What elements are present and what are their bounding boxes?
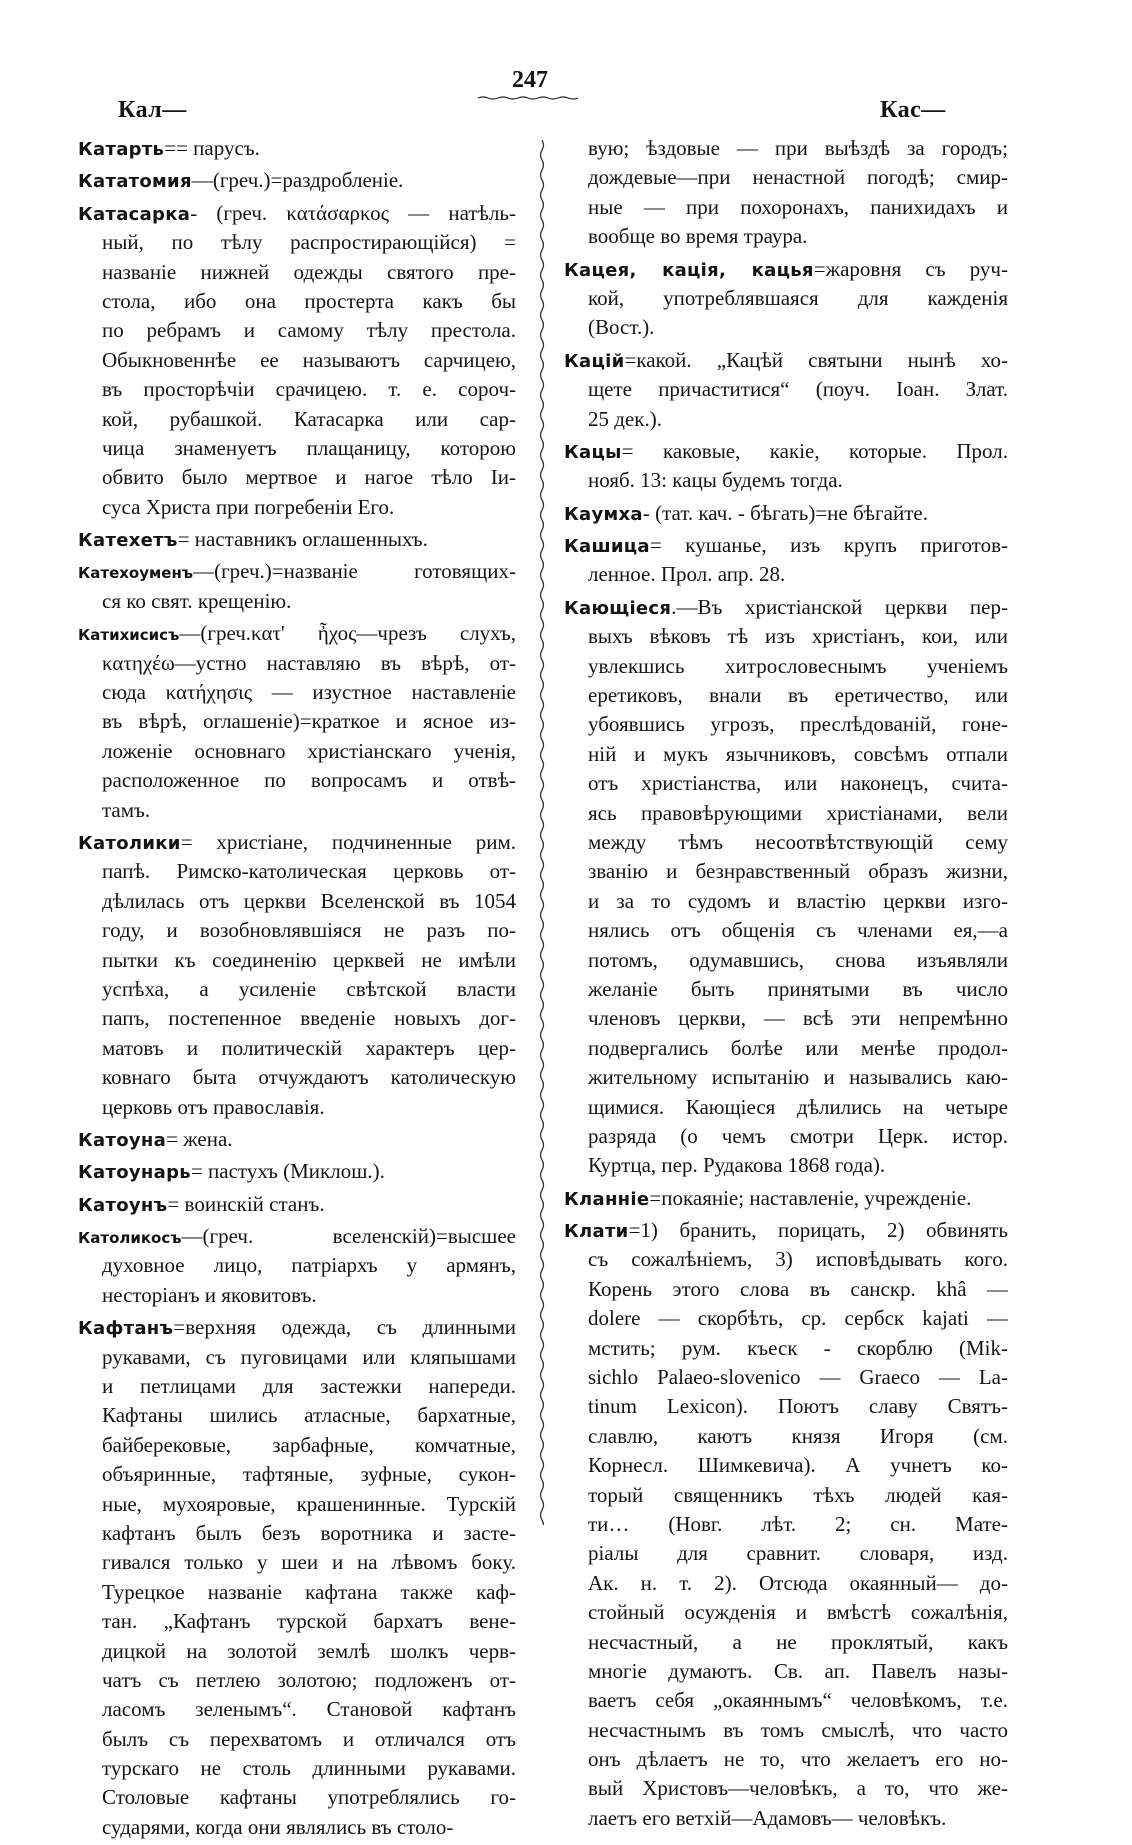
entry-text: Столовые кафтаны употреблялись го-	[102, 1785, 516, 1810]
entry-text: чатъ съ петлею золотою; подложенъ от-	[102, 1667, 516, 1692]
entry-text: dolere — скорбѣть, ср. сербск kajati —	[588, 1306, 1008, 1331]
dictionary-entry	[564, 531, 1008, 590]
entry-line	[564, 1275, 1008, 1304]
entry-text: вую; ѣздовые — при выѣздѣ за городъ;	[588, 136, 1008, 160]
entry-line	[564, 1363, 1008, 1392]
entry-line	[78, 619, 516, 648]
entry-line	[564, 1245, 1008, 1274]
entry-text: нояб. 13: кацы будемъ тогда.	[588, 468, 843, 493]
entry-text: кафтанъ былъ безъ воротника и засте-	[102, 1520, 516, 1545]
entry-text: =верхняя одежда, съ длинными	[173, 1315, 516, 1340]
entry-line	[564, 799, 1008, 828]
entry-text: желаніе быть принятыми въ число	[588, 976, 1008, 1001]
entry-text: Ак. н. т. 2). Отсюда окаянный— до-	[588, 1570, 1008, 1595]
entry-line	[564, 1510, 1008, 1539]
dictionary-entry	[78, 166, 516, 195]
entry-text: церковь отъ православія.	[102, 1094, 325, 1119]
headword: Катоуна	[78, 1129, 167, 1151]
entry-line	[564, 1628, 1008, 1657]
entry-line	[78, 1460, 516, 1489]
entry-line	[78, 678, 516, 707]
entry-line	[78, 1125, 516, 1154]
entry-text: отъ христіанства, или наконецъ, счита-	[588, 771, 1008, 796]
entry-text: =жаровня съ руч-	[813, 256, 1008, 281]
entry-text: въ вѣрѣ, оглашеніе)=краткое и ясное из-	[102, 709, 516, 734]
dictionary-entry	[78, 525, 516, 554]
dictionary-entry	[564, 255, 1008, 343]
entry-text: Куртца, пер. Рудакова 1868 года).	[588, 1153, 886, 1178]
entry-line	[78, 737, 516, 766]
entry-line	[564, 1569, 1008, 1598]
entry-line	[78, 1637, 516, 1666]
entry-text: Обыкновеннѣе ее называютъ сарчицею,	[102, 347, 516, 372]
dictionary-entry	[564, 346, 1008, 434]
entry-line	[78, 375, 516, 404]
entry-text: ти… (Новг. лѣт. 2; сн. Мате-	[588, 1511, 1008, 1536]
column-divider	[537, 140, 547, 1525]
entry-line	[78, 887, 516, 916]
entry-text: духовное лицо, патріархъ у армянъ,	[102, 1253, 516, 1278]
entry-text: членовъ церкви, — всѣ эти непремѣнно	[588, 1006, 1008, 1031]
entry-text: щимися. Кающіеся дѣлились на четыре	[588, 1094, 1008, 1119]
entry-text: кой, употреблявшаяся для кажденія	[588, 285, 1008, 310]
entry-text: объяринные, тафтяные, зуфные, сукон-	[102, 1462, 516, 1487]
headword: Катоунъ	[78, 1194, 168, 1216]
dictionary-entry	[564, 593, 1008, 1181]
entry-line	[78, 258, 516, 287]
entry-line	[564, 1122, 1008, 1151]
entry-line	[78, 975, 516, 1004]
entry-text: мстить; рум. къеск - скорблю (Mik-	[588, 1335, 1008, 1360]
entry-line	[78, 405, 516, 434]
entry-line	[78, 1813, 516, 1842]
entry-text: рукавами, съ пуговицами или кляпышами	[102, 1344, 516, 1369]
entry-text: ся ко свят. крещенію.	[102, 588, 292, 613]
entry-line	[78, 316, 516, 345]
entry-line	[564, 499, 1008, 528]
right-column	[564, 134, 1008, 1836]
headword: Кающіеся	[564, 597, 672, 619]
dictionary-entry	[78, 134, 516, 163]
dictionary-entry	[564, 134, 1008, 252]
entry-text: увлекшись хитрословеснымъ ученіемъ	[588, 653, 1008, 678]
entry-text: (Вост.).	[588, 315, 655, 340]
entry-line	[78, 1313, 516, 1342]
entry-text: названіе нижней одежды святого пре-	[102, 259, 516, 284]
entry-text: == парусъ.	[164, 136, 260, 160]
entry-line	[78, 1607, 516, 1636]
headword: Кацы	[564, 441, 622, 463]
entry-line	[78, 346, 516, 375]
entry-text: турскаго не столь длинными рукавами.	[102, 1756, 516, 1781]
entry-text: разряда (о чемъ смотри Церк. истор.	[588, 1123, 1008, 1148]
entry-line	[78, 1343, 516, 1372]
entry-line	[564, 1598, 1008, 1627]
headword: Катехоуменъ	[78, 564, 194, 583]
entry-text: κατηχέω—устно наставляю въ вѣрѣ, от-	[102, 650, 516, 675]
entry-line	[564, 284, 1008, 313]
entry-text: —(греч.κατ' ἦχος—чрезъ слухъ,	[179, 621, 516, 646]
page-number-rule	[478, 96, 578, 100]
entry-line	[564, 887, 1008, 916]
entry-line	[78, 434, 516, 463]
entry-text: ясь правовѣрующими христіанами, вели	[588, 800, 1008, 825]
entry-text: и петлицами для застежки напереди.	[102, 1374, 516, 1399]
running-head-left: Кал—	[118, 97, 187, 123]
entry-line	[78, 463, 516, 492]
entry-text: ложеніе основнаго христіанскаго ученія,	[102, 738, 516, 763]
entry-text: sichlo Palaeo-slovenico — Graeco — La-	[588, 1365, 1008, 1390]
entry-text: =1) бранить, порицать, 2) обвинять	[628, 1218, 1008, 1243]
headword: Катехетъ	[78, 530, 178, 552]
entry-line	[564, 560, 1008, 589]
entry-line	[564, 1657, 1008, 1686]
entry-line	[78, 1519, 516, 1548]
dictionary-entry	[78, 199, 516, 522]
entry-line	[564, 740, 1008, 769]
entry-text: .—Въ христіанской церкви пер-	[671, 594, 1008, 619]
entry-line	[564, 1539, 1008, 1568]
entry-line	[78, 1157, 516, 1186]
entry-line	[564, 1686, 1008, 1715]
entry-line	[78, 287, 516, 316]
entry-line	[564, 375, 1008, 404]
entry-line	[564, 1093, 1008, 1122]
entry-line	[564, 622, 1008, 651]
entry-line	[78, 796, 516, 825]
entry-line	[564, 163, 1008, 192]
entry-text: = воинскій станъ.	[167, 1191, 325, 1216]
entry-text: сюда κατήχησις — изустное наставленіе	[102, 680, 516, 705]
entry-text: славлю, каютъ князя Игоря (см.	[588, 1423, 1008, 1448]
entry-text: между тѣмъ несоотвѣтствующій сему	[588, 829, 1008, 854]
entry-line	[564, 1304, 1008, 1333]
entry-text: =какой. „Кацѣй святыни нынѣ хо-	[624, 347, 1008, 372]
entry-line	[78, 1063, 516, 1092]
left-column	[78, 134, 516, 1845]
entry-text: = жена.	[166, 1126, 233, 1151]
entry-line	[78, 166, 516, 195]
entry-text: - (греч. κατάσαρκος — натѣль-	[190, 200, 516, 225]
entry-text: подвергались болѣе или менѣе продол-	[588, 1035, 1008, 1060]
entry-line	[78, 1372, 516, 1401]
dictionary-entry	[78, 1157, 516, 1186]
entry-text: ласомъ зеленымъ“. Становой кафтанъ	[102, 1697, 516, 1722]
entry-text: - (тат. кач. - бѣгать)=не бѣгайте.	[642, 500, 928, 525]
entry-line	[564, 466, 1008, 495]
entry-line	[564, 346, 1008, 375]
entry-text: и за то судомъ и властію церкви изго-	[588, 888, 1008, 913]
dictionary-entry	[78, 828, 516, 1122]
entry-text: байберековые, зарбафные, комчатные,	[102, 1432, 516, 1457]
entry-text: матовъ и политическій характеръ цер-	[102, 1035, 516, 1060]
entry-line	[78, 1190, 516, 1219]
entry-line	[78, 916, 516, 945]
entry-text: дождевые—при ненастной погодѣ; смир-	[588, 165, 1008, 190]
entry-text: тан. „Кафтанъ турской бархатъ вене-	[102, 1609, 516, 1634]
entry-text: былъ съ перехватомъ и отличался отъ	[102, 1726, 516, 1751]
entry-text: лаетъ его ветхій—Адамовъ— человѣкъ.	[588, 1805, 947, 1830]
entry-text: =покаяніе; наставленіе, учрежденіе.	[649, 1185, 972, 1210]
entry-text: —(греч. вселенскій)=высшее	[181, 1224, 516, 1249]
entry-text: сударями, когда они являлись въ столо-	[102, 1814, 454, 1839]
entry-line	[78, 1222, 516, 1251]
entry-line	[78, 1004, 516, 1033]
entry-text: Корень этого слова въ санскр. khâ —	[588, 1276, 1008, 1301]
entry-text: нялись отъ общенія съ членами ея,—а	[588, 918, 1008, 943]
entry-line	[78, 828, 516, 857]
entry-line	[564, 916, 1008, 945]
entry-line	[78, 1725, 516, 1754]
entry-text: убоявшись угрозъ, преслѣдованій, гоне-	[588, 712, 1008, 737]
entry-text: расположенное по вопросамъ и отвѣ-	[102, 768, 516, 793]
entry-line	[564, 1451, 1008, 1480]
entry-text: несчастнымъ въ томъ смыслѣ, что часто	[588, 1717, 1008, 1742]
entry-line	[564, 857, 1008, 886]
entry-text: званію и безнравственный образъ жизни,	[588, 859, 1008, 884]
entry-line	[564, 1716, 1008, 1745]
headword: Катоунарь	[78, 1162, 191, 1184]
headword: Катихисисъ	[78, 626, 180, 645]
entry-line	[564, 193, 1008, 222]
dictionary-entry	[78, 1313, 516, 1842]
entry-line	[564, 1334, 1008, 1363]
headword: Каумха	[564, 503, 643, 525]
entry-text: ній и мукъ язычниковъ, совсѣмъ отпали	[588, 741, 1008, 766]
entry-line	[78, 649, 516, 678]
entry-line	[78, 228, 516, 257]
entry-line	[78, 707, 516, 736]
entry-text: папѣ. Римско-католическая церковь от-	[102, 859, 516, 884]
entry-line	[564, 681, 1008, 710]
entry-text: по ребрамъ и самому тѣлу престола.	[102, 318, 516, 343]
headword: Клати	[564, 1221, 629, 1243]
entry-line	[78, 1783, 516, 1812]
entry-text: въ просторѣчіи срачицею. т. е. сороч-	[102, 377, 516, 402]
entry-text: = христіане, подчиненные рим.	[180, 829, 516, 854]
entry-text: ные — при похоронахъ, панихидахъ и	[588, 194, 1008, 219]
entry-text: Турецкое названіе кафтана также каф-	[102, 1579, 516, 1604]
entry-line	[564, 1004, 1008, 1033]
entry-text: пытки къ соединенію церквей не имѣли	[102, 947, 516, 972]
entry-line	[564, 710, 1008, 739]
entry-line	[78, 1093, 516, 1122]
entry-line	[78, 199, 516, 228]
entry-line	[78, 493, 516, 522]
dictionary-entry	[78, 1190, 516, 1219]
dictionary-entry	[78, 557, 516, 616]
dictionary-entry	[564, 1184, 1008, 1213]
entry-line	[564, 1151, 1008, 1180]
entry-text: щете причаститися“ (поуч. Іоан. Злат.	[588, 377, 1008, 402]
entry-line	[564, 1216, 1008, 1245]
entry-line	[78, 1666, 516, 1695]
entry-line	[78, 557, 516, 586]
entry-line	[564, 255, 1008, 284]
entry-text: выхъ вѣковъ тѣ изъ христіанъ, кои, или	[588, 624, 1008, 649]
entry-text: Корнесл. Шимкевича). А учнетъ ко-	[588, 1453, 1008, 1478]
entry-line	[564, 1422, 1008, 1451]
entry-line	[564, 1034, 1008, 1063]
entry-line	[564, 222, 1008, 251]
entry-line	[78, 1578, 516, 1607]
entry-text: ленное. Прол. апр. 28.	[588, 562, 786, 587]
entry-line	[78, 1251, 516, 1280]
entry-text: онъ дѣлаетъ не то, что желаетъ его но-	[588, 1747, 1008, 1772]
entry-text: торый священникъ тѣхъ людей кая-	[588, 1482, 1008, 1507]
headword: Катасарка	[78, 203, 191, 225]
entry-text: кой, рубашкой. Катасарка или сар-	[102, 406, 516, 431]
entry-text: = кушанье, изъ крупъ приготов-	[649, 533, 1008, 558]
entry-text: жительному испытанію и назывались каю-	[588, 1065, 1008, 1090]
entry-text: вый Христовъ—человѣкъ, а то, что же-	[588, 1776, 1008, 1801]
entry-text: гивался только у шеи и на лѣвомъ боку.	[102, 1550, 516, 1575]
entry-text: тамъ.	[102, 797, 151, 822]
entry-line	[78, 1034, 516, 1063]
entry-text: tinum Lexicon). Поютъ славу Святъ-	[588, 1394, 1008, 1419]
entry-text: обвито было мертвое и нагое тѣло Іи-	[102, 465, 516, 490]
entry-text: —(греч.)=раздробленіе.	[191, 168, 404, 193]
running-head-right: Кас—	[880, 97, 946, 123]
entry-text: стола, ибо она простерта какъ бы	[102, 288, 516, 313]
dictionary-entry	[78, 1125, 516, 1154]
entry-line	[78, 946, 516, 975]
entry-text: вообще во время траура.	[588, 224, 808, 249]
headword: Католики	[78, 832, 181, 854]
entry-text: —(греч.)=названіе готовящих-	[193, 559, 516, 584]
entry-line	[564, 828, 1008, 857]
entry-line	[78, 134, 516, 163]
entry-gap	[564, 1833, 1008, 1836]
entry-line	[564, 652, 1008, 681]
entry-text: несчастный, а не проклятый, какъ	[588, 1629, 1008, 1654]
entry-text: ріалы для сравнит. словаря, изд.	[588, 1541, 1008, 1566]
entry-line	[78, 1695, 516, 1724]
entry-line	[78, 1490, 516, 1519]
entry-line	[564, 1745, 1008, 1774]
entry-line	[78, 1401, 516, 1430]
entry-text: = каковые, какіе, которые. Прол.	[621, 438, 1008, 463]
entry-text: ные, мухояровые, крашенинные. Турскій	[102, 1491, 516, 1516]
headword: Кацея, кація, кацья	[564, 259, 814, 281]
entry-line	[564, 1481, 1008, 1510]
entry-text: ваетъ себя „окаяннымъ“ человѣкомъ, т.е.	[588, 1688, 1008, 1713]
entry-text: успѣха, а усиленіе свѣтской власти	[102, 976, 516, 1001]
entry-text: чица знаменуетъ плащаницу, которою	[102, 435, 516, 460]
entry-line	[78, 1281, 516, 1310]
entry-line	[564, 134, 1008, 163]
entry-text: папъ, постепенное введеніе новыхъ дог-	[102, 1006, 516, 1031]
page-number: 247	[512, 67, 548, 93]
entry-line	[78, 1754, 516, 1783]
entry-text: ковнаго быта отчуждаютъ католическую	[102, 1065, 516, 1090]
entry-line	[564, 769, 1008, 798]
entry-text: стойный осужденія и вмѣстѣ сожалѣнія,	[588, 1600, 1008, 1625]
entry-line	[78, 587, 516, 616]
entry-line	[78, 766, 516, 795]
entry-text: суса Христа при погребеніи Его.	[102, 494, 395, 519]
entry-line	[564, 1063, 1008, 1092]
entry-line	[564, 946, 1008, 975]
entry-text: дицкой на золотой землѣ шолкъ черв-	[102, 1638, 516, 1663]
entry-text: = наставникъ оглашенныхъ.	[177, 527, 428, 552]
dictionary-entry	[78, 619, 516, 825]
headword: Кланніе	[564, 1188, 650, 1210]
entry-line	[78, 525, 516, 554]
entry-line	[564, 1392, 1008, 1421]
entry-text: дѣлилась отъ церкви Вселенской въ 1054	[102, 888, 516, 913]
entry-text: Кафтаны шились атласные, бархатные,	[102, 1403, 516, 1428]
entry-line	[564, 1804, 1008, 1833]
entry-text: ный, по тѣлу распростирающійся) =	[102, 230, 516, 255]
entry-text: съ сожалѣніемъ, 3) исповѣдывать кого.	[588, 1247, 1008, 1272]
entry-line	[564, 313, 1008, 342]
headword: Катарть	[78, 139, 165, 160]
entry-line	[78, 1548, 516, 1577]
entry-line	[78, 857, 516, 886]
entry-line	[564, 531, 1008, 560]
headword: Кашица	[564, 536, 650, 558]
entry-text: многіе думаютъ. Св. ап. Павелъ назы-	[588, 1658, 1008, 1683]
entry-line	[564, 437, 1008, 466]
entry-text: потомъ, одумавшись, снова изъявляли	[588, 947, 1008, 972]
dictionary-entry	[564, 499, 1008, 528]
entry-line	[564, 1184, 1008, 1213]
dictionary-entry	[564, 1216, 1008, 1833]
entry-line	[564, 975, 1008, 1004]
entry-line	[564, 1774, 1008, 1803]
headword: Католикосъ	[78, 1229, 182, 1248]
entry-line	[564, 593, 1008, 622]
dictionary-entry	[564, 437, 1008, 496]
dictionary-entry	[78, 1222, 516, 1310]
headword: Кацій	[564, 350, 625, 372]
headword: Кафтанъ	[78, 1318, 174, 1340]
entry-text: 25 дек.).	[588, 406, 662, 431]
entry-text: несторіанъ и яковитовъ.	[102, 1282, 317, 1307]
entry-line	[78, 1431, 516, 1460]
entry-line	[564, 405, 1008, 434]
entry-text: = пастухъ (Миклош.).	[190, 1159, 385, 1184]
headword: Кататомия	[78, 171, 192, 193]
entry-text: еретиковъ, внали въ еретичество, или	[588, 683, 1008, 708]
entry-text: году, и возобновлявшіяся не разъ по-	[102, 918, 516, 943]
